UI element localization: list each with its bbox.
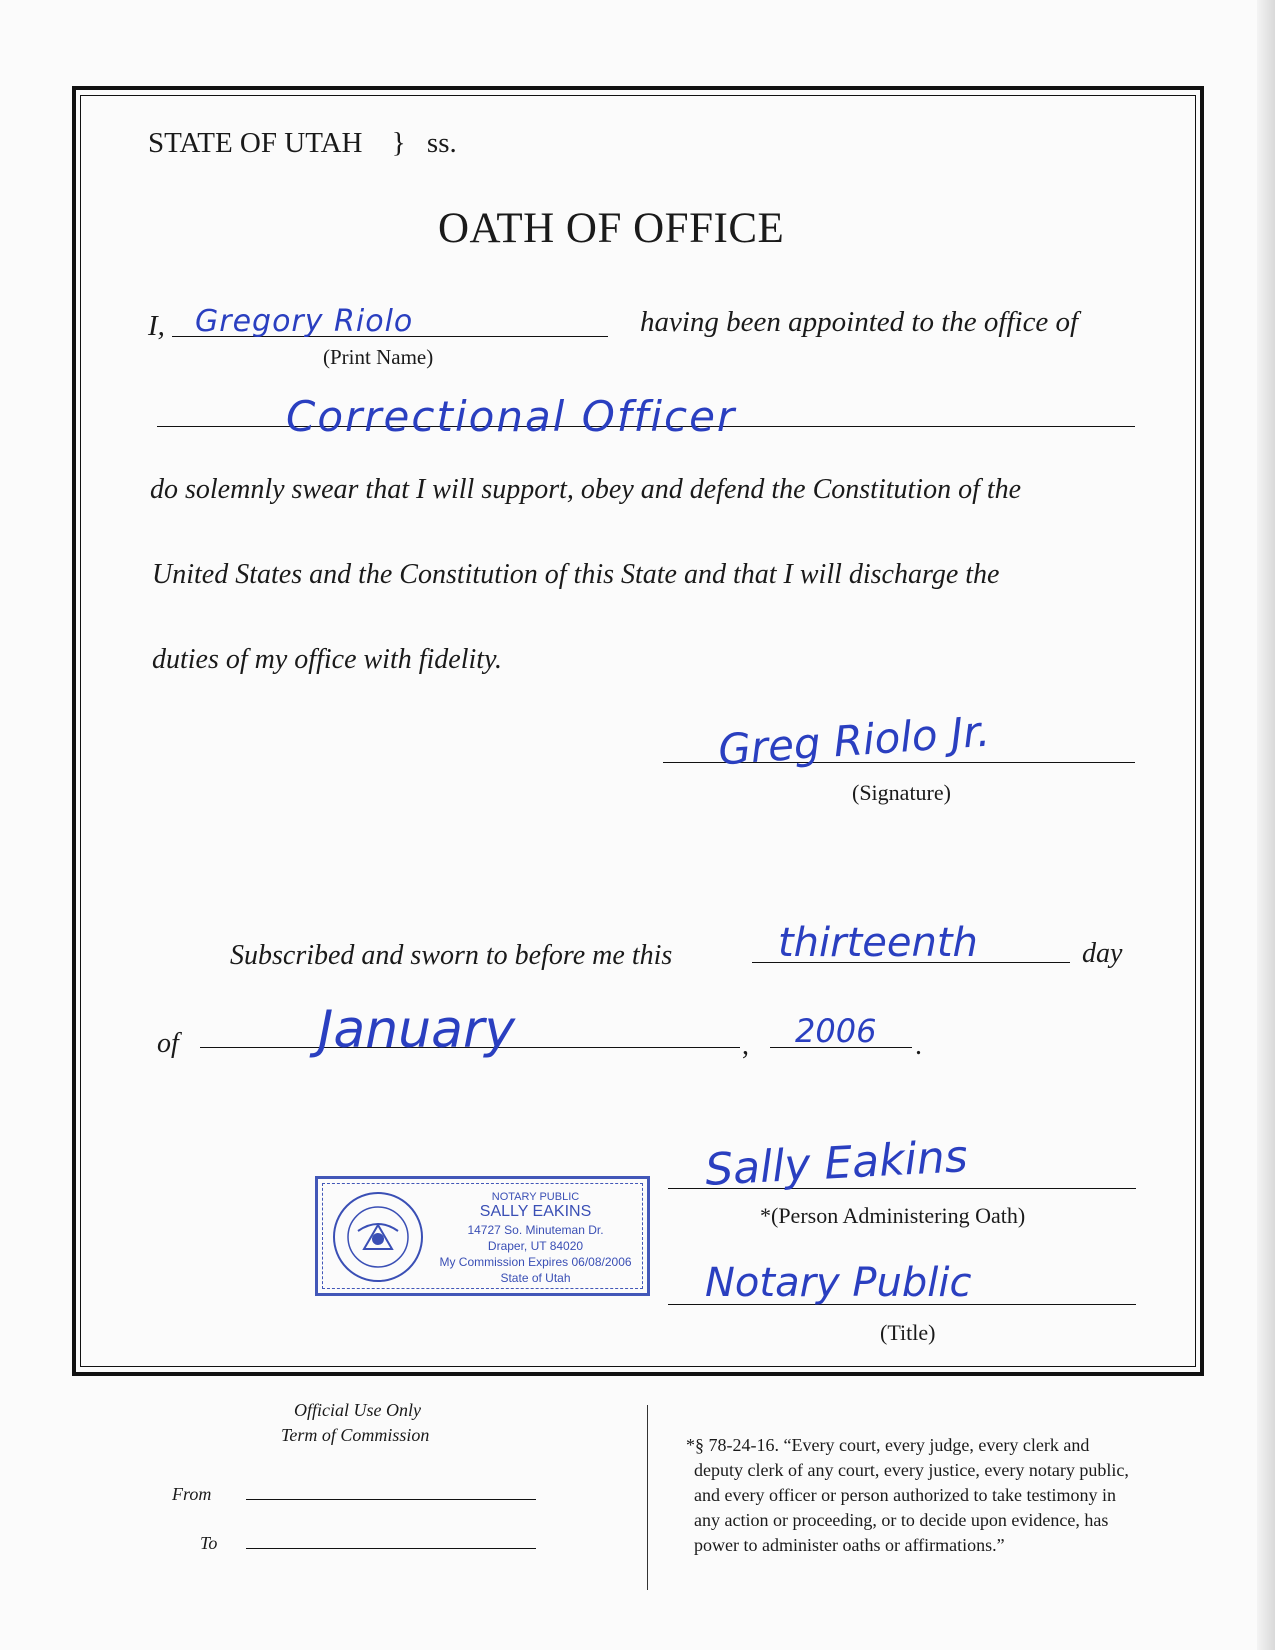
day-label: day — [1082, 938, 1123, 969]
administrator-label: *(Person Administering Oath) — [760, 1203, 1026, 1228]
state-heading — [148, 127, 457, 160]
stamp-line-4: Draper, UT 84020 — [487, 1239, 584, 1253]
ss-label: ss. — [426, 127, 457, 159]
to-label: To — [200, 1533, 218, 1553]
administrator-signature-value: Sally Eakins — [703, 1131, 969, 1196]
official-use-heading: Official Use Only — [294, 1400, 421, 1420]
footnote-line-5: power to administer oaths or affirmations.” — [694, 1535, 1005, 1555]
stamp-line-2: SALLY EAKINS — [479, 1203, 592, 1220]
oath-body-line-1: do solemnly swear that I will support, obey and defend the Constitution of the — [150, 474, 1022, 505]
of-label: of — [157, 1028, 179, 1059]
section-divider — [647, 1405, 648, 1590]
year-period: . — [915, 1030, 922, 1061]
printed-name-value: Gregory Riolo — [195, 304, 414, 339]
footnote-line-1: *§ 78-24-16. “Every court, every judge, every clerk and — [686, 1435, 1090, 1455]
footnote-line-3: and every officer or person authorized to take testimony in — [694, 1485, 1117, 1505]
signature-label: (Signature) — [852, 780, 951, 805]
stamp-line-1: NOTARY PUBLIC — [491, 1191, 580, 1203]
oath-body-line-2: United States and the Constitution of this State and that I will discharge the — [152, 559, 1000, 590]
page-title: OATH OF OFFICE — [438, 205, 785, 252]
from-line — [246, 1499, 536, 1500]
state-name: STATE OF UTAH — [148, 127, 363, 159]
stamp-line-3: 14727 So. Minuteman Dr. — [467, 1223, 604, 1237]
title-label: (Title) — [880, 1320, 936, 1345]
oath-body-line-3: duties of my office with fidelity. — [152, 644, 502, 675]
scan-edge — [1257, 0, 1275, 1650]
month-comma: , — [742, 1030, 749, 1061]
to-line — [246, 1548, 536, 1549]
footnote-line-2: deputy clerk of any court, every justice, every notary public, — [694, 1460, 1129, 1480]
print-name-label: (Print Name) — [323, 345, 434, 369]
day-value: thirteenth — [778, 920, 978, 966]
brace: } — [391, 127, 406, 159]
sworn-text: Subscribed and sworn to before me this — [230, 940, 673, 971]
footnote-line-4: any action or proceeding, or to decide upon evidence, has — [694, 1510, 1109, 1530]
title-value: Notary Public — [705, 1260, 972, 1306]
month-value: January — [318, 1000, 516, 1060]
appointed-text: having been appointed to the office of — [640, 306, 1079, 338]
notary-stamp — [315, 1176, 650, 1296]
state-seal-icon — [328, 1187, 428, 1287]
signature-value: Greg Riolo Jr. — [716, 706, 992, 775]
from-label: From — [172, 1484, 212, 1504]
term-heading: Term of Commission — [281, 1425, 430, 1445]
office-value: Correctional Officer — [286, 392, 737, 441]
oath-prefix: I, — [148, 310, 165, 342]
year-value: 2006 — [795, 1012, 877, 1050]
stamp-line-6: State of Utah — [500, 1271, 571, 1285]
stamp-line-5: My Commission Expires 06/08/2006 — [439, 1255, 632, 1269]
